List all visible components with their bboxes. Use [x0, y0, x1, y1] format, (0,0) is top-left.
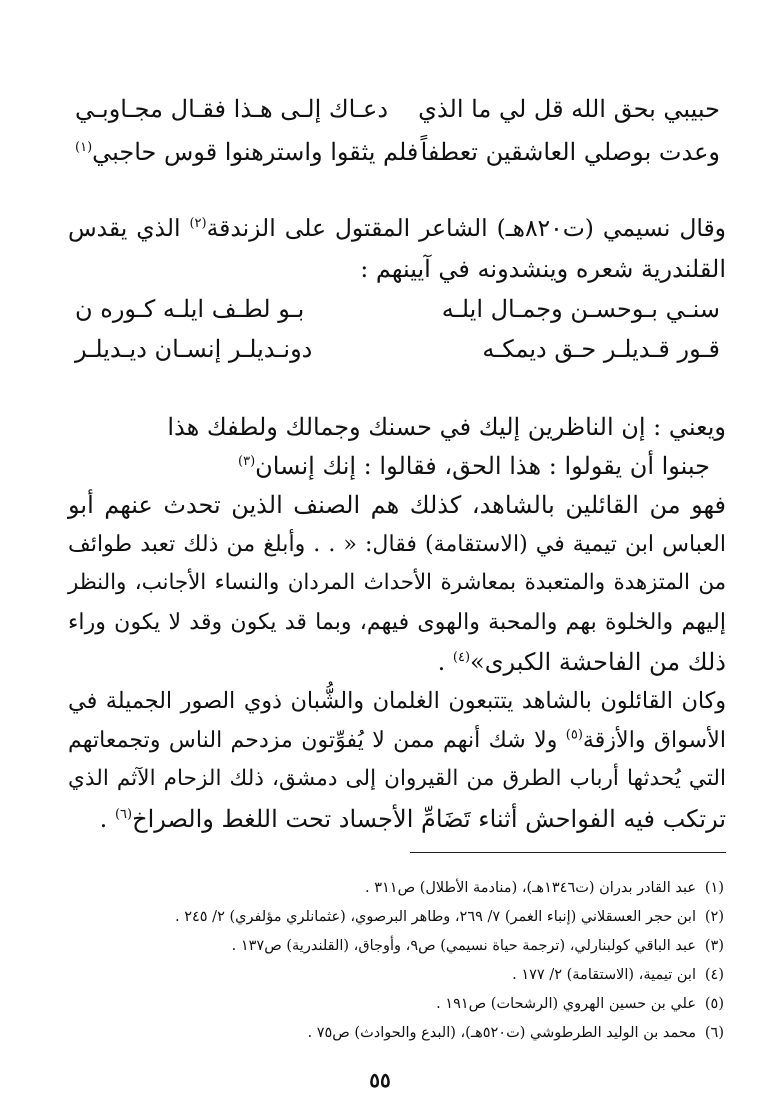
meaning-line2-text: جبنوا أن يقولوا : هذا الحق، فقالوا : إنك إنسان — [255, 452, 710, 480]
para3-line4 — [100, 807, 726, 831]
footnote-6-text: محمد بن الوليد الطرطوشي (ت٥٢٠هـ)، (البدع والحوادث) ص٧٥ . — [307, 1025, 696, 1041]
para1-line2: القلندرية شعره وينشدونه في آيينهم : — [360, 255, 726, 283]
verse2-line1-right: سنـي بـوحسـن وجمـال ايلـه — [441, 295, 720, 323]
footnote-5-text: علي بن حسين الهروي (الرشحات) ص١٩١ . — [436, 996, 696, 1012]
verse2-line2-right: قـور قـديلـر حـق ديمكـه — [482, 335, 720, 363]
footnote-6-number: (٦) — [704, 1025, 724, 1041]
para2-line5-tail: . — [437, 648, 453, 676]
footnote-2-number: (٢) — [704, 909, 724, 925]
verse1-line1-right: حبيبي بحق الله قل لي ما الذي — [418, 95, 720, 123]
verse1-line1-left: دعـاك إلـى هـذا فقـال مجـاوبـي — [75, 95, 389, 123]
para2-line5-text: ذلك من الفاحشة الكبرى» — [470, 648, 726, 676]
verse2-line1-left: بـو لطـف ايلـه كـوره ن — [75, 295, 305, 323]
footnote-separator — [410, 852, 726, 853]
footnote-ref-1: (١) — [75, 140, 93, 155]
footnote-2-text: ابن حجر العسقلاني (إنباء الغمر) ٧/ ٢٦٩، وطاهر البرصوي، (عثمانلري مؤلفري) ٢/ ٢٤٥ . — [174, 909, 696, 925]
footnote-1-number: (١) — [704, 880, 724, 896]
footnote-ref-4: (٤) — [452, 650, 471, 665]
para3-line1: وكان القائلون بالشاهد يتتبعون الغلمان والشُّبان ذوي الصور الجميلة في — [68, 688, 726, 714]
footnote-1-text: عبد القادر بدران (ت١٣٤٦هـ)، (منادمة الأطلال) ص٣١١ . — [364, 880, 696, 896]
para1-line1-tail: الذي يقدس — [68, 214, 190, 242]
footnote-3-text: عبد الباقي كولبنارلي، (ترجمة حياة نسيمي) ص٩، وأوجاق، (القلندرية) ص١٣٧ . — [231, 938, 696, 954]
para3-line2-text: الأسواق والأزقة — [582, 727, 726, 753]
verse2-line2-left: دونـديلـر إنسـان ديـديلـر — [75, 335, 313, 363]
verse1-line2-left — [75, 140, 418, 164]
para3-line2 — [68, 729, 726, 751]
para3-line4-text: ترتكب فيه الفواحش أثناء تَضَامِّ الأجساد تحت اللغط والصراخ — [132, 805, 726, 833]
verse1-line2-right: وعدت بوصلي العاشقين تعطفاً — [420, 138, 720, 166]
footnote-4-number: (٤) — [704, 967, 724, 983]
para3-line3: التي يُحدثها أرباب الطرق من القيروان إلى دمشق، ذلك الزحام الآثم الذي — [68, 766, 726, 791]
para3-line4-tail: . — [99, 805, 115, 833]
para2-line1: فهو من القائلين بالشاهد، كذلك هم الصنف الذين تحدث عنهم أبو — [68, 491, 726, 519]
para2-line4: إليهم والخلوة بهم والمحبة والهوى فيهم، وبما قد يكون وقد لا يكون وراء — [68, 609, 726, 635]
para2-line5 — [438, 650, 726, 674]
footnote-5-number: (٥) — [704, 996, 724, 1012]
para1-line1-text: وقال نسيمي (ت٨٢٠هـ) الشاعر المقتول على الزندقة — [206, 214, 726, 242]
footnote-3-number: (٣) — [704, 938, 724, 954]
para1-line1 — [68, 214, 726, 242]
footnote-ref-3: (٣) — [238, 454, 256, 469]
footnote-ref-6: (٦) — [114, 807, 133, 822]
page-number: ٥٥ — [369, 1068, 391, 1092]
para2-line2: العباس ابن تيمية في (الاستقامة) فقال: « . . وأبلغ من ذلك تعبد طوائف — [68, 531, 726, 557]
footnote-ref-5: (٥) — [565, 727, 583, 743]
footnote-4-text: ابن تيمية، (الاستقامة) ٢/ ١٧٧ . — [512, 967, 696, 983]
meaning-line2 — [238, 454, 710, 478]
footnote-ref-2: (٢) — [189, 216, 207, 232]
meaning-line1: ويعني : إن الناظرين إليك في حسنك وجمالك ولطفك هذا — [167, 413, 726, 441]
para2-line3: من المتزهدة والمتعبدة بمعاشرة الأحداث المردان والنساء الأجانب، والنظر — [68, 570, 726, 595]
verse1-line2-left-text: فلم يثقوا واسترهنوا قوس حاجبي — [92, 138, 419, 166]
para3-line2-tail: ولا شك أنهم ممن لا يُفوِّتون مزدحم الناس وتجمعاتهم — [68, 727, 566, 753]
